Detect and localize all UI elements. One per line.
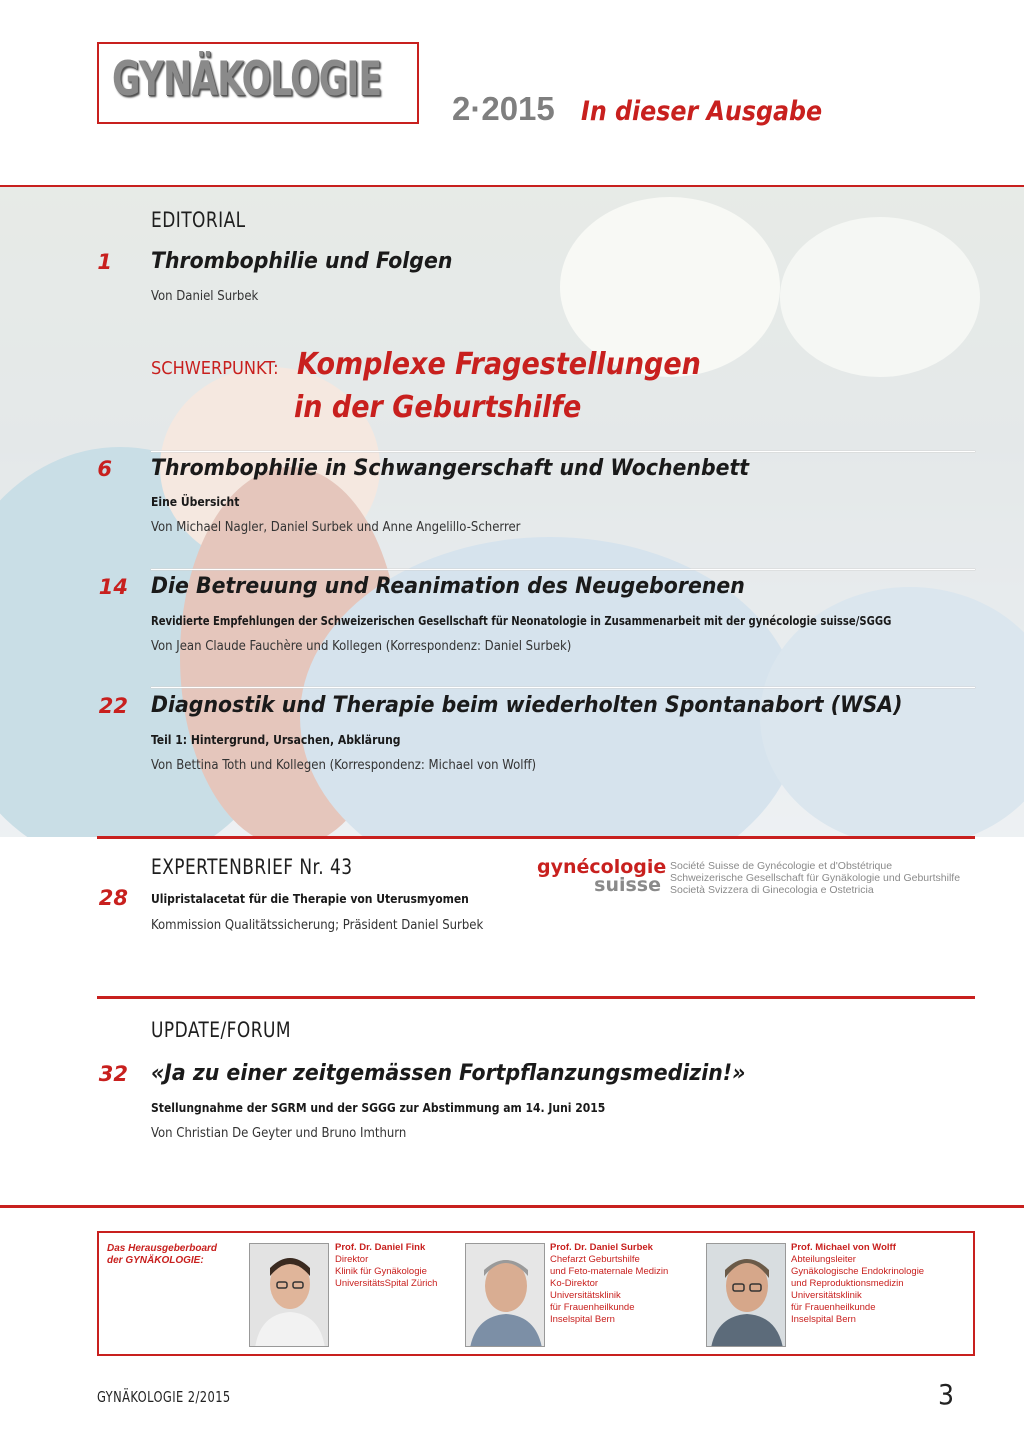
board-member [791, 1242, 924, 1326]
contents-heading: In dieser Ausgabe [581, 96, 823, 127]
board-member-line: Inselspital Bern [550, 1314, 615, 1325]
portrait-photo [249, 1243, 329, 1347]
board-member-line: Universitätsklinik [791, 1290, 862, 1301]
article-title[interactable]: Thrombophilie und Folgen [151, 249, 453, 274]
board-label-line2: der GYNÄKOLOGIE: [107, 1255, 204, 1266]
board-member-name: Prof. Dr. Daniel Fink [335, 1242, 426, 1253]
board-member-name: Prof. Dr. Daniel Surbek [550, 1242, 653, 1253]
article-author: Von Daniel Surbek [151, 289, 259, 304]
article-title[interactable]: Diagnostik und Therapie beim wiederholten Spontanabort (WSA) [151, 693, 903, 718]
article-subtitle: Revidierte Empfehlungen der Schweizerischen Gesellschaft für Neonatologie in Zusammenarbeit mit der gynécologie suisse/SGGG [151, 614, 892, 628]
board-member-line: Direktor [335, 1254, 369, 1265]
sggg-logo [537, 856, 667, 896]
sggg-logo-name: gynécologie [537, 856, 667, 878]
section-editorial: EDITORIAL [151, 208, 246, 232]
page-number: 14 [98, 575, 128, 599]
divider [151, 569, 975, 570]
section-update-forum: UPDATE/FORUM [151, 1018, 291, 1042]
article-author: Von Michael Nagler, Daniel Surbek und Anne Angelillo-Scherrer [151, 520, 521, 535]
society-name-it: Società Svizzera di Ginecologia e Ostetricia [670, 884, 874, 896]
issue-number: 2·2015 [452, 90, 555, 127]
article-subtitle: Eine Übersicht [151, 495, 240, 509]
person-icon [707, 1244, 786, 1347]
divider [0, 1205, 1024, 1208]
board-member-line: Abteilungsleiter [791, 1254, 856, 1265]
focus-title-line1: Komplexe Fragestellungen [297, 347, 701, 382]
divider [97, 836, 975, 839]
article-author: Von Jean Claude Fauchère und Kollegen (Korrespondenz: Daniel Surbek) [151, 639, 572, 654]
page-number: 1 [97, 250, 112, 274]
section-expertenbrief: EXPERTENBRIEF Nr. 43 [151, 855, 353, 879]
sggg-society-names [670, 860, 960, 896]
board-member-line: Gynäkologische Endokrinologie [791, 1266, 925, 1277]
section-schwerpunkt: SCHWERPUNKT: [151, 358, 279, 379]
divider [151, 451, 975, 452]
board-member-line: UniversitätsSpital Zürich [335, 1278, 438, 1289]
person-icon [466, 1244, 545, 1347]
divider [151, 687, 975, 688]
board-member-line: Klinik für Gynäkologie [335, 1266, 427, 1277]
page-number: 22 [98, 694, 128, 718]
editorial-board-label [107, 1243, 217, 1267]
board-label-line1: Das Herausgeberboard [107, 1243, 218, 1254]
board-member-line: Ko-Direktor [550, 1278, 599, 1289]
board-member-line: und Feto-maternale Medizin [550, 1266, 669, 1277]
society-name-fr: Société Suisse de Gynécologie et d'Obstétrique [670, 860, 893, 872]
article-author: Von Christian De Geyter und Bruno Imthurn [151, 1126, 407, 1141]
board-member-line: Inselspital Bern [791, 1314, 856, 1325]
journal-logo: GYNÄKOLOGIE [112, 52, 382, 107]
footer-page-number: 3 [938, 1378, 955, 1411]
article-subtitle: Stellungnahme der SGRM und der SGGG zur Abstimmung am 14. Juni 2015 [151, 1101, 606, 1115]
board-member-name: Prof. Michael von Wolff [791, 1242, 896, 1253]
divider [97, 996, 975, 999]
board-member [335, 1242, 437, 1290]
board-member-line: Chefarzt Geburtshilfe [550, 1254, 640, 1265]
board-member-line: Universitätsklinik [550, 1290, 621, 1301]
article-subtitle: Teil 1: Hintergrund, Ursachen, Abklärung [151, 733, 401, 747]
board-member [550, 1242, 668, 1326]
article-subtitle[interactable]: Ulipristalacetat für die Therapie von Uterusmyomen [151, 892, 469, 906]
board-member-line: für Frauenheilkunde [791, 1302, 876, 1313]
page-number: 28 [98, 886, 128, 910]
page-number: 32 [98, 1062, 128, 1086]
article-author: Von Bettina Toth und Kollegen (Korrespondenz: Michael von Wolff) [151, 758, 537, 773]
page-number: 6 [97, 457, 112, 481]
article-title[interactable]: Die Betreuung und Reanimation des Neugeborenen [151, 574, 745, 599]
article-title[interactable]: «Ja zu einer zeitgemässen Fortpflanzungsmedizin!» [151, 1061, 746, 1086]
portrait-photo [465, 1243, 545, 1347]
person-icon [250, 1244, 329, 1347]
portrait-photo [706, 1243, 786, 1347]
society-name-de: Schweizerische Gesellschaft für Gynäkologie und Geburtshilfe [670, 872, 961, 884]
board-member-line: für Frauenheilkunde [550, 1302, 635, 1313]
sggg-logo-suisse: suisse [594, 874, 661, 896]
footer-journal: GYNÄKOLOGIE 2/2015 [97, 1388, 231, 1406]
focus-title-line2: in der Geburtshilfe [294, 390, 582, 425]
article-author: Kommission Qualitätssicherung; Präsident Daniel Surbek [151, 918, 484, 933]
article-title[interactable]: Thrombophilie in Schwangerschaft und Wochenbett [151, 456, 750, 481]
board-member-line: und Reproduktionsmedizin [791, 1278, 904, 1289]
